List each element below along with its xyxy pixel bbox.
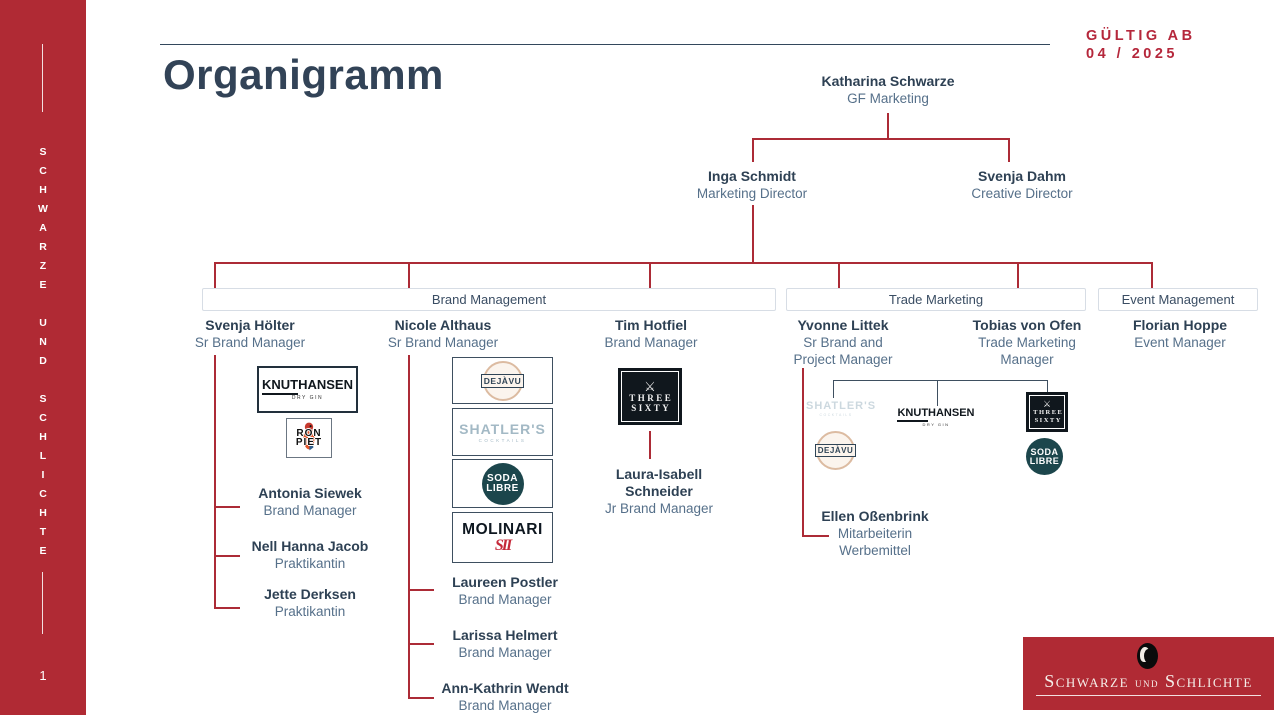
knut-hansen-word1: KNUT	[262, 377, 298, 395]
connector	[802, 368, 804, 536]
connector	[214, 262, 1152, 264]
person-role: Sr Brand and Project Manager	[793, 335, 893, 367]
soda-libre-line1: SODA	[487, 472, 518, 484]
knut-hansen-logo-small	[896, 406, 976, 427]
person-name: Jette Derksen	[264, 586, 356, 602]
brand-bracket-drop	[1047, 380, 1048, 392]
dejavu-badge	[483, 361, 523, 401]
three-sixty-logo	[618, 368, 682, 425]
node-ann-kathrin-wendt	[430, 680, 580, 714]
company-logo	[1023, 637, 1274, 710]
three-sixty-line1: THREE	[1033, 409, 1064, 416]
node-florian-hoppe	[1125, 317, 1235, 351]
knut-hansen-word2: HANSEN	[928, 407, 975, 419]
three-sixty-line2: SIXTY	[1034, 416, 1062, 424]
node-tim-hotfiel	[571, 317, 731, 351]
molinari-monogram: SII	[494, 537, 511, 554]
node-nell-hanna-jacob	[235, 538, 385, 572]
person-name: Larissa Helmert	[452, 627, 558, 643]
dejavu-text: DEJÀVU	[815, 444, 856, 457]
sidebar-bottom-dash	[42, 572, 43, 634]
node-yvonne-littek	[788, 317, 898, 368]
person-name: Tim Hotfiel	[614, 317, 688, 333]
dejavu-badge-small	[816, 431, 855, 470]
shatlers-text: SHATLER'S	[459, 420, 546, 437]
valid-from-stamp	[1086, 27, 1196, 63]
person-role: Creative Director	[971, 186, 1073, 201]
valid-from-line2: 04 / 2025	[1086, 46, 1178, 62]
three-sixty-logo-small	[1026, 392, 1068, 432]
person-role: Brand Manager	[458, 592, 552, 607]
person-role: Brand Manager	[458, 698, 552, 713]
person-role: Sr Brand Manager	[194, 335, 306, 350]
knut-hansen-logo	[257, 366, 358, 413]
connector	[408, 355, 410, 697]
knut-hansen-sub: DRY GIN	[291, 395, 324, 401]
shatlers-sub: COCKTAILS	[478, 437, 527, 443]
person-role: Brand Manager	[263, 503, 357, 518]
node-svenja-hoelter	[170, 317, 330, 351]
node-creative-director	[942, 168, 1102, 202]
person-name: Ellen Oßenbrink	[821, 508, 929, 524]
person-name: Yvonne Littek	[797, 317, 889, 333]
crossed-swords-icon: ⚔	[644, 379, 656, 394]
cameo-silhouette-icon	[1137, 643, 1158, 669]
brand-bracket-drop	[937, 380, 938, 406]
person-name: Antonia Siewek	[258, 485, 362, 501]
person-role: Praktikantin	[274, 604, 346, 619]
knut-hansen-word1: KNUT	[897, 407, 928, 422]
person-role: Trade Marketing Manager	[978, 335, 1076, 367]
person-role: Event Manager	[1134, 335, 1226, 350]
person-role: Brand Manager	[458, 645, 552, 660]
ron-piet-logo	[286, 418, 332, 458]
connector	[752, 205, 754, 262]
molinari-text: MOLINARI	[462, 521, 543, 538]
dept-trade-marketing: Trade Marketing	[786, 288, 1086, 311]
dept-brand-management: Brand Management	[202, 288, 776, 311]
connector	[408, 262, 410, 288]
person-name: Laureen Postler	[452, 574, 558, 590]
person-role: Jr Brand Manager	[604, 501, 714, 516]
node-larissa-helmert	[430, 627, 580, 661]
molinari-logo	[452, 512, 553, 563]
dejavu-text: DEJÀVU	[481, 374, 524, 388]
logo-word2: und	[1135, 675, 1160, 690]
shatlers-logo-faded	[806, 400, 877, 417]
person-role: GF Marketing	[847, 91, 929, 106]
person-name: Svenja Hölter	[205, 317, 295, 333]
page-title: Organigramm	[163, 51, 444, 98]
connector	[1017, 262, 1019, 288]
ron-piet-line2: PIET	[295, 437, 323, 448]
connector	[838, 262, 840, 288]
header-rule	[160, 44, 1050, 45]
node-marketing-director	[672, 168, 832, 202]
connector	[1008, 138, 1010, 162]
connector	[214, 262, 216, 288]
node-tobias-von-ofen	[967, 317, 1087, 368]
connector	[649, 262, 651, 288]
person-name: Katharina Schwarze	[821, 73, 955, 89]
shatlers-sub: COCKTAILS	[819, 413, 853, 417]
soda-libre-logo	[452, 459, 553, 508]
person-name: Nicole Althaus	[394, 317, 492, 333]
person-name: Inga Schmidt	[708, 168, 796, 184]
logo-word1: Schwarze	[1044, 671, 1130, 691]
person-name: Ann-Kathrin Wendt	[441, 680, 569, 696]
sidebar-brand-vertical	[0, 140, 86, 570]
company-logo-rule	[1036, 695, 1261, 696]
connector	[887, 113, 889, 138]
person-role: Marketing Director	[696, 186, 808, 201]
person-role: Sr Brand Manager	[387, 335, 499, 350]
connector	[214, 355, 216, 608]
knut-hansen-word2: HANSEN	[298, 377, 353, 392]
page-number: 1	[39, 668, 47, 683]
person-name: Tobias von Ofen	[972, 317, 1082, 333]
dept-event-management: Event Management	[1098, 288, 1258, 311]
node-laura-isabell-schneider	[600, 466, 718, 517]
soda-libre-line2: LIBRE	[1029, 455, 1060, 466]
crossed-swords-icon: ⚔	[1042, 399, 1052, 409]
person-name: Svenja Dahm	[978, 168, 1066, 184]
person-role: Mitarbeiterin Werbemittel	[837, 526, 913, 558]
logo-word3: Schlichte	[1165, 671, 1253, 691]
person-role: Brand Manager	[604, 335, 698, 350]
person-role: Praktikantin	[274, 556, 346, 571]
node-jette-derksen	[235, 586, 385, 620]
node-laureen-postler	[430, 574, 580, 608]
person-name: Laura-Isabell Schneider	[615, 466, 703, 499]
shatlers-logo	[452, 408, 553, 456]
three-sixty-line1: THREE	[629, 393, 674, 403]
dejavu-logo	[452, 357, 553, 404]
ron-piet-line1: RON	[296, 427, 322, 439]
connector	[752, 138, 754, 162]
person-name: Florian Hoppe	[1132, 317, 1228, 333]
connector	[649, 431, 651, 459]
person-name: Nell Hanna Jacob	[251, 538, 369, 554]
node-nicole-althaus	[363, 317, 523, 351]
sidebar-top-dash	[42, 44, 43, 112]
three-sixty-line2: SIXTY	[631, 403, 672, 413]
brand-bracket-drop	[833, 380, 834, 398]
node-gf-marketing	[808, 73, 968, 107]
valid-from-line1: GÜLTIG AB	[1086, 28, 1196, 44]
sidebar-brand-text: SCHWARZE UND SCHLICHTE	[37, 146, 49, 564]
connector	[752, 138, 1009, 140]
brand-bracket	[833, 380, 1047, 381]
company-logo-text	[1023, 670, 1274, 694]
connector	[1151, 262, 1153, 288]
sidebar	[0, 0, 86, 715]
shatlers-text: SHATLER'S	[806, 400, 877, 412]
soda-libre-line1: SODA	[1030, 446, 1059, 457]
knut-hansen-sub: DRY GIN	[922, 422, 950, 427]
soda-libre-circle	[482, 463, 524, 505]
node-antonia-siewek	[235, 485, 385, 519]
soda-libre-line2: LIBRE	[486, 482, 519, 494]
node-ellen-ossenbrink	[816, 508, 934, 559]
soda-libre-circle-small	[1026, 438, 1063, 475]
